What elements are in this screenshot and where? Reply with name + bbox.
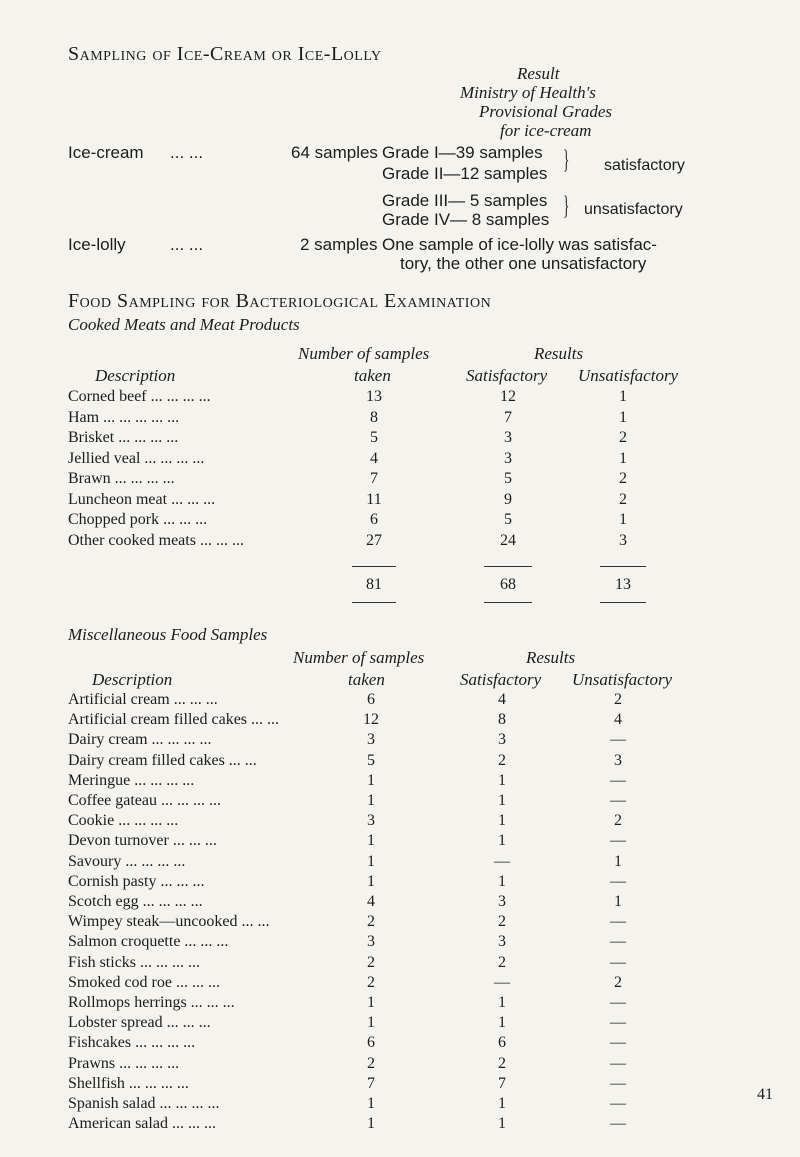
brace-satisfactory: } <box>563 145 570 174</box>
row-description: Dairy cream ... ... ... ... <box>68 731 212 749</box>
row-description: Shellfish ... ... ... ... <box>68 1074 189 1092</box>
row-unsat-value: 1 <box>619 511 627 528</box>
row-taken-value: 2 <box>367 953 375 971</box>
row-unsat-value: — <box>610 1095 626 1112</box>
cooked-total-sat: 68 <box>500 576 516 593</box>
row-description: Meringue ... ... ... ... <box>68 771 195 789</box>
brace-unsatisfactory: } <box>563 191 570 220</box>
unsatisfactory-label: unsatisfactory <box>584 201 683 218</box>
misc-header-description: Description <box>92 670 173 689</box>
row-description: Brisket ... ... ... ... <box>68 429 179 446</box>
row-taken-value: 8 <box>370 408 378 426</box>
row-taken-value: 1 <box>367 832 375 850</box>
row-unsat-value: 4 <box>614 711 622 729</box>
row-description: Cornish pasty ... ... ... <box>68 872 205 890</box>
row-sat-value: 2 <box>498 1054 506 1072</box>
row-taken-value: 1 <box>367 1095 375 1112</box>
cooked-header-satisfactory: Satisfactory <box>466 366 548 385</box>
row-sat-value: 1 <box>498 832 506 850</box>
row-unsat-value: — <box>610 771 626 789</box>
cooked-header-unsatisfactory: Unsatisfactory <box>578 366 679 385</box>
row-description: Smoked cod roe ... ... ... <box>68 973 220 991</box>
row-description: American salad ... ... ... <box>68 1115 216 1133</box>
row-sat-value: 1 <box>498 1095 506 1112</box>
row-unsat-value: 1 <box>614 852 622 870</box>
row-unsat-value: 3 <box>619 531 627 549</box>
row-description: Brawn ... ... ... ... <box>68 470 175 487</box>
misc-header-unsatisfactory: Unsatisfactory <box>572 670 673 689</box>
row-unsat-value: — <box>610 1014 626 1032</box>
row-description: Salmon croquette ... ... ... <box>68 933 229 951</box>
row-description: Scotch egg ... ... ... ... <box>68 893 203 910</box>
row-unsat-value: 2 <box>614 812 622 830</box>
cooked-rule-sat <box>484 566 532 567</box>
row-sat-value: 7 <box>498 1074 506 1092</box>
row-unsat-value: 2 <box>619 490 627 508</box>
ice-lolly-result-2: tory, the other one unsatisfactory <box>400 254 647 273</box>
row-sat-value: 24 <box>500 531 516 549</box>
row-unsat-value: — <box>610 731 626 749</box>
cooked-rule-sat-2 <box>484 602 532 603</box>
row-taken-value: 13 <box>366 388 382 405</box>
ice-lolly-result-1: One sample of ice-lolly was satisfac- <box>382 235 657 254</box>
row-taken-value: 1 <box>367 872 375 890</box>
row-taken-value: 12 <box>363 711 379 729</box>
ice-lolly-label: Ice-lolly <box>68 235 126 254</box>
row-sat-value: 8 <box>498 711 506 729</box>
row-unsat-value: — <box>610 1074 626 1092</box>
row-description: Artificial cream filled cakes ... ... <box>68 711 280 729</box>
row-taken-value: 27 <box>366 531 382 549</box>
row-sat-value: 3 <box>498 893 506 910</box>
cooked-rule-taken <box>352 566 396 567</box>
row-unsat-value: 3 <box>614 751 622 769</box>
cooked-total-unsat: 13 <box>615 576 631 593</box>
row-unsat-value: — <box>610 933 626 951</box>
page-number: 41 <box>757 1086 773 1103</box>
row-taken-value: 5 <box>370 429 378 446</box>
row-taken-value: 1 <box>367 1115 375 1133</box>
row-sat-value: 4 <box>498 691 506 708</box>
row-description: Chopped pork ... ... ... <box>68 511 208 528</box>
cooked-header-taken: taken <box>354 366 391 385</box>
row-sat-value: 6 <box>498 1034 506 1052</box>
row-sat-value: 2 <box>498 751 506 769</box>
misc-subtitle: Miscellaneous Food Samples <box>68 625 268 644</box>
row-taken-value: 4 <box>367 893 375 910</box>
result-header-line-1: Result <box>517 64 560 83</box>
row-sat-value: 3 <box>504 449 512 467</box>
row-description: Savoury ... ... ... ... <box>68 852 186 870</box>
row-sat-value: 1 <box>498 1115 506 1133</box>
ice-cream-samples: 64 samples <box>291 143 378 162</box>
cooked-header-results: Results <box>534 344 584 363</box>
row-sat-value: 1 <box>498 792 506 809</box>
row-unsat-value: — <box>610 1034 626 1052</box>
row-taken-value: 7 <box>370 470 378 487</box>
row-description: Devon turnover ... ... ... <box>68 832 217 850</box>
section-title-sampling: Sampling of Ice-Cream or Ice-Lolly <box>68 43 382 65</box>
row-description: Artificial cream ... ... ... <box>68 691 218 708</box>
misc-header-results: Results <box>526 648 576 667</box>
row-unsat-value: — <box>610 832 626 850</box>
ice-cream-grade-2: Grade II—12 samples <box>382 164 548 183</box>
row-taken-value: 1 <box>367 771 375 789</box>
row-taken-value: 1 <box>367 792 375 809</box>
row-sat-value: 3 <box>498 933 506 951</box>
ice-cream-leaders: ... ... <box>170 143 204 162</box>
misc-header-satisfactory: Satisfactory <box>460 670 542 689</box>
cooked-header-number-of-samples: Number of samples <box>298 344 430 363</box>
row-sat-value: 1 <box>498 994 506 1011</box>
row-unsat-value: 1 <box>614 893 622 910</box>
row-unsat-value: 1 <box>619 449 627 467</box>
row-taken-value: 3 <box>367 933 375 951</box>
row-description: Prawns ... ... ... ... <box>68 1054 180 1072</box>
row-unsat-value: 2 <box>614 691 622 708</box>
row-description: Rollmops herrings ... ... ... <box>68 994 235 1011</box>
row-description: Cookie ... ... ... ... <box>68 812 179 830</box>
row-unsat-value: 1 <box>619 408 627 426</box>
row-taken-value: 3 <box>367 812 375 830</box>
misc-header-taken: taken <box>348 670 385 689</box>
row-description: Dairy cream filled cakes ... ... <box>68 751 257 769</box>
row-description: Jellied veal ... ... ... ... <box>68 449 205 467</box>
ice-cream-grade-1: Grade I—39 samples <box>382 143 543 162</box>
cooked-rule-taken-2 <box>352 602 396 603</box>
row-unsat-value: 2 <box>614 973 622 991</box>
row-taken-value: 1 <box>367 1014 375 1032</box>
row-description: Wimpey steak—uncooked ... ... <box>68 913 270 931</box>
cooked-rule-unsat-2 <box>600 602 646 603</box>
row-sat-value: 12 <box>500 388 516 405</box>
row-description: Fish sticks ... ... ... ... <box>68 953 201 971</box>
row-unsat-value: — <box>610 792 626 809</box>
result-header-line-2: Ministry of Health's <box>460 83 596 102</box>
row-taken-value: 4 <box>370 449 378 467</box>
satisfactory-label: satisfactory <box>604 157 685 174</box>
row-description: Other cooked meats ... ... ... <box>68 531 244 549</box>
ice-cream-grade-3: Grade III— 5 samples <box>382 191 548 210</box>
row-sat-value: 1 <box>498 771 506 789</box>
section-title-food-sampling: Food Sampling for Bacteriological Examination <box>68 290 492 312</box>
row-sat-value: 3 <box>498 731 506 749</box>
row-taken-value: 11 <box>366 490 382 508</box>
cooked-rule-unsat <box>600 566 646 567</box>
row-sat-value: 1 <box>498 872 506 890</box>
ice-cream-label: Ice-cream <box>68 143 144 162</box>
row-taken-value: 5 <box>367 751 375 769</box>
row-taken-value: 2 <box>367 1054 375 1072</box>
cooked-header-description: Description <box>95 366 176 385</box>
row-sat-value: 5 <box>504 470 512 487</box>
row-description: Luncheon meat ... ... ... <box>68 490 216 508</box>
ice-lolly-samples: 2 samples <box>300 235 378 254</box>
result-header-line-3: Provisional Grades <box>479 102 613 121</box>
row-taken-value: 3 <box>367 731 375 749</box>
row-unsat-value: 2 <box>619 470 627 487</box>
row-taken-value: 6 <box>367 691 375 708</box>
row-unsat-value: — <box>610 913 626 931</box>
row-unsat-value: 2 <box>619 429 627 446</box>
row-description: Fishcakes ... ... ... ... <box>68 1034 196 1052</box>
row-sat-value: 1 <box>498 812 506 830</box>
row-taken-value: 2 <box>367 913 375 931</box>
cooked-meats-subtitle: Cooked Meats and Meat Products <box>68 315 300 334</box>
row-unsat-value: — <box>610 1115 626 1133</box>
row-unsat-value: — <box>610 872 626 890</box>
row-sat-value: — <box>494 973 510 991</box>
row-sat-value: 7 <box>504 408 512 426</box>
row-unsat-value: 1 <box>619 388 627 405</box>
row-taken-value: 6 <box>370 511 378 528</box>
row-unsat-value: — <box>610 1054 626 1072</box>
row-taken-value: 6 <box>367 1034 375 1052</box>
ice-cream-grade-4: Grade IV— 8 samples <box>382 210 550 229</box>
row-taken-value: 1 <box>367 852 375 870</box>
result-header-line-4: for ice-cream <box>500 121 592 140</box>
row-sat-value: 1 <box>498 1014 506 1032</box>
row-description: Corned beef ... ... ... ... <box>68 388 211 405</box>
row-sat-value: 2 <box>498 913 506 931</box>
row-sat-value: 9 <box>504 490 512 508</box>
row-sat-value: 5 <box>504 511 512 528</box>
row-description: Ham ... ... ... ... ... <box>68 408 180 426</box>
misc-header-number-of-samples: Number of samples <box>293 648 425 667</box>
row-sat-value: — <box>494 852 510 870</box>
row-taken-value: 1 <box>367 994 375 1011</box>
row-description: Lobster spread ... ... ... <box>68 1014 211 1032</box>
row-description: Coffee gateau ... ... ... ... <box>68 792 221 809</box>
ice-lolly-leaders: ... ... <box>170 235 204 254</box>
row-sat-value: 3 <box>504 429 512 446</box>
cooked-total-taken: 81 <box>366 576 382 593</box>
row-taken-value: 7 <box>367 1074 375 1092</box>
row-description: Spanish salad ... ... ... ... <box>68 1095 220 1112</box>
row-sat-value: 2 <box>498 953 506 971</box>
row-taken-value: 2 <box>367 973 375 991</box>
row-unsat-value: — <box>610 953 626 971</box>
row-unsat-value: — <box>610 994 626 1011</box>
